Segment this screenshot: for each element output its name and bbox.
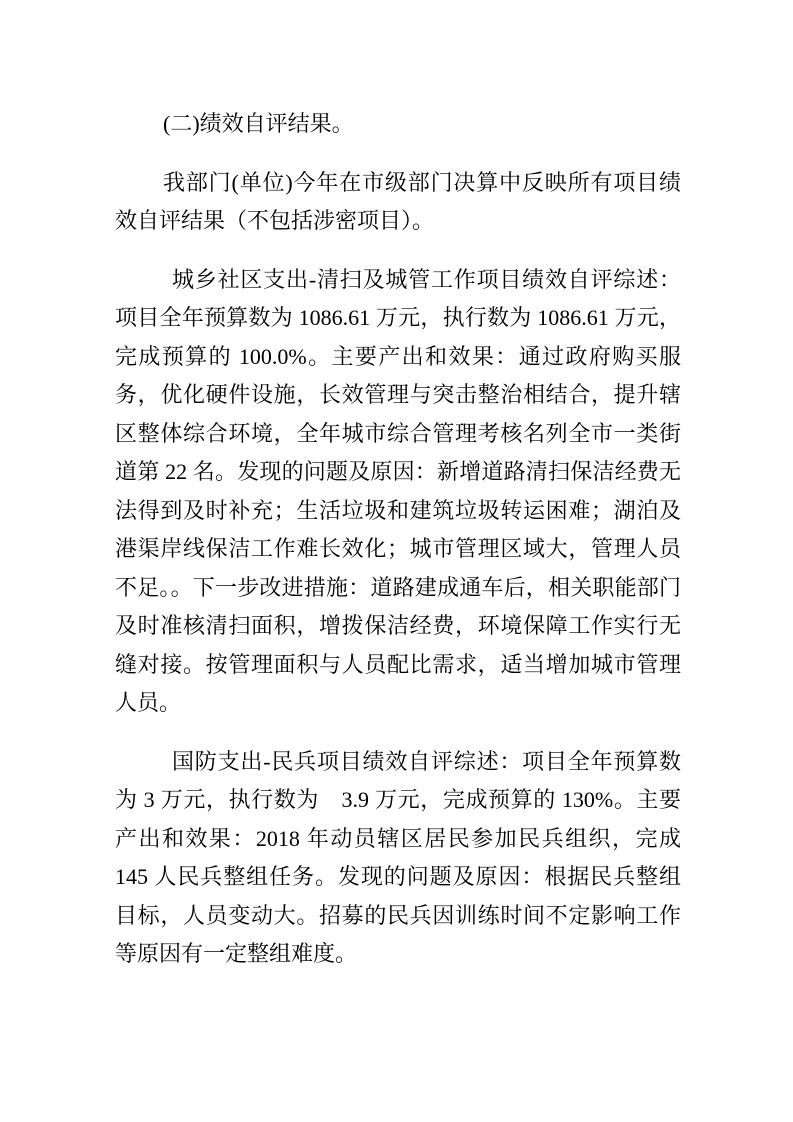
section-heading: (二)绩效自评结果。 — [163, 111, 354, 136]
intro-paragraph: 我部门(单位)今年在市级部门决算中反映所有项目绩效自评结果（不包括涉密项目）。 — [115, 169, 681, 233]
document-content — [115, 105, 681, 994]
project-national-defense-paragraph: 国防支出-民兵项目绩效自评综述：项目全年预算数为 3 万元，执行数为 3.9 万元，完成预算的 130%。主要产出和效果：2018 年动员辖区居民参加民兵组织，完成 145 人民兵整组任务。发现的问题及原因：根据民兵整组目标，人员变动大。招募的民兵因训练时间不定影响工作等原因有一定整组难度。 — [115, 748, 681, 966]
project-urban-community-paragraph: 城乡社区支出-清扫及城管工作项目绩效自评综述：项目全年预算数为 1086.61 万元，执行数为 1086.61 万元，完成预算的 100.0%。主要产出和效果：通过政府购买服务，优化硬件设施，长效管理与突击整治相结合，提升辖区整体综合环境，全年城市综合管理考核名列全市一类街道第 22 名。发现的问题及原因：新增道路清扫保洁经费无法得到及时补充；生活垃圾和建筑垃圾转运困难；湖泊及港渠岸线保洁工作难长效化；城市管理区域大，管理人员不足。。下一步改进措施：道路建成通车后，相关职能部门及时准核清扫面积，增拨保洁经费，环境保障工作实行无缝对接。按管理面积与人员配比需求，适当增加城市管理人员。 — [115, 266, 681, 715]
